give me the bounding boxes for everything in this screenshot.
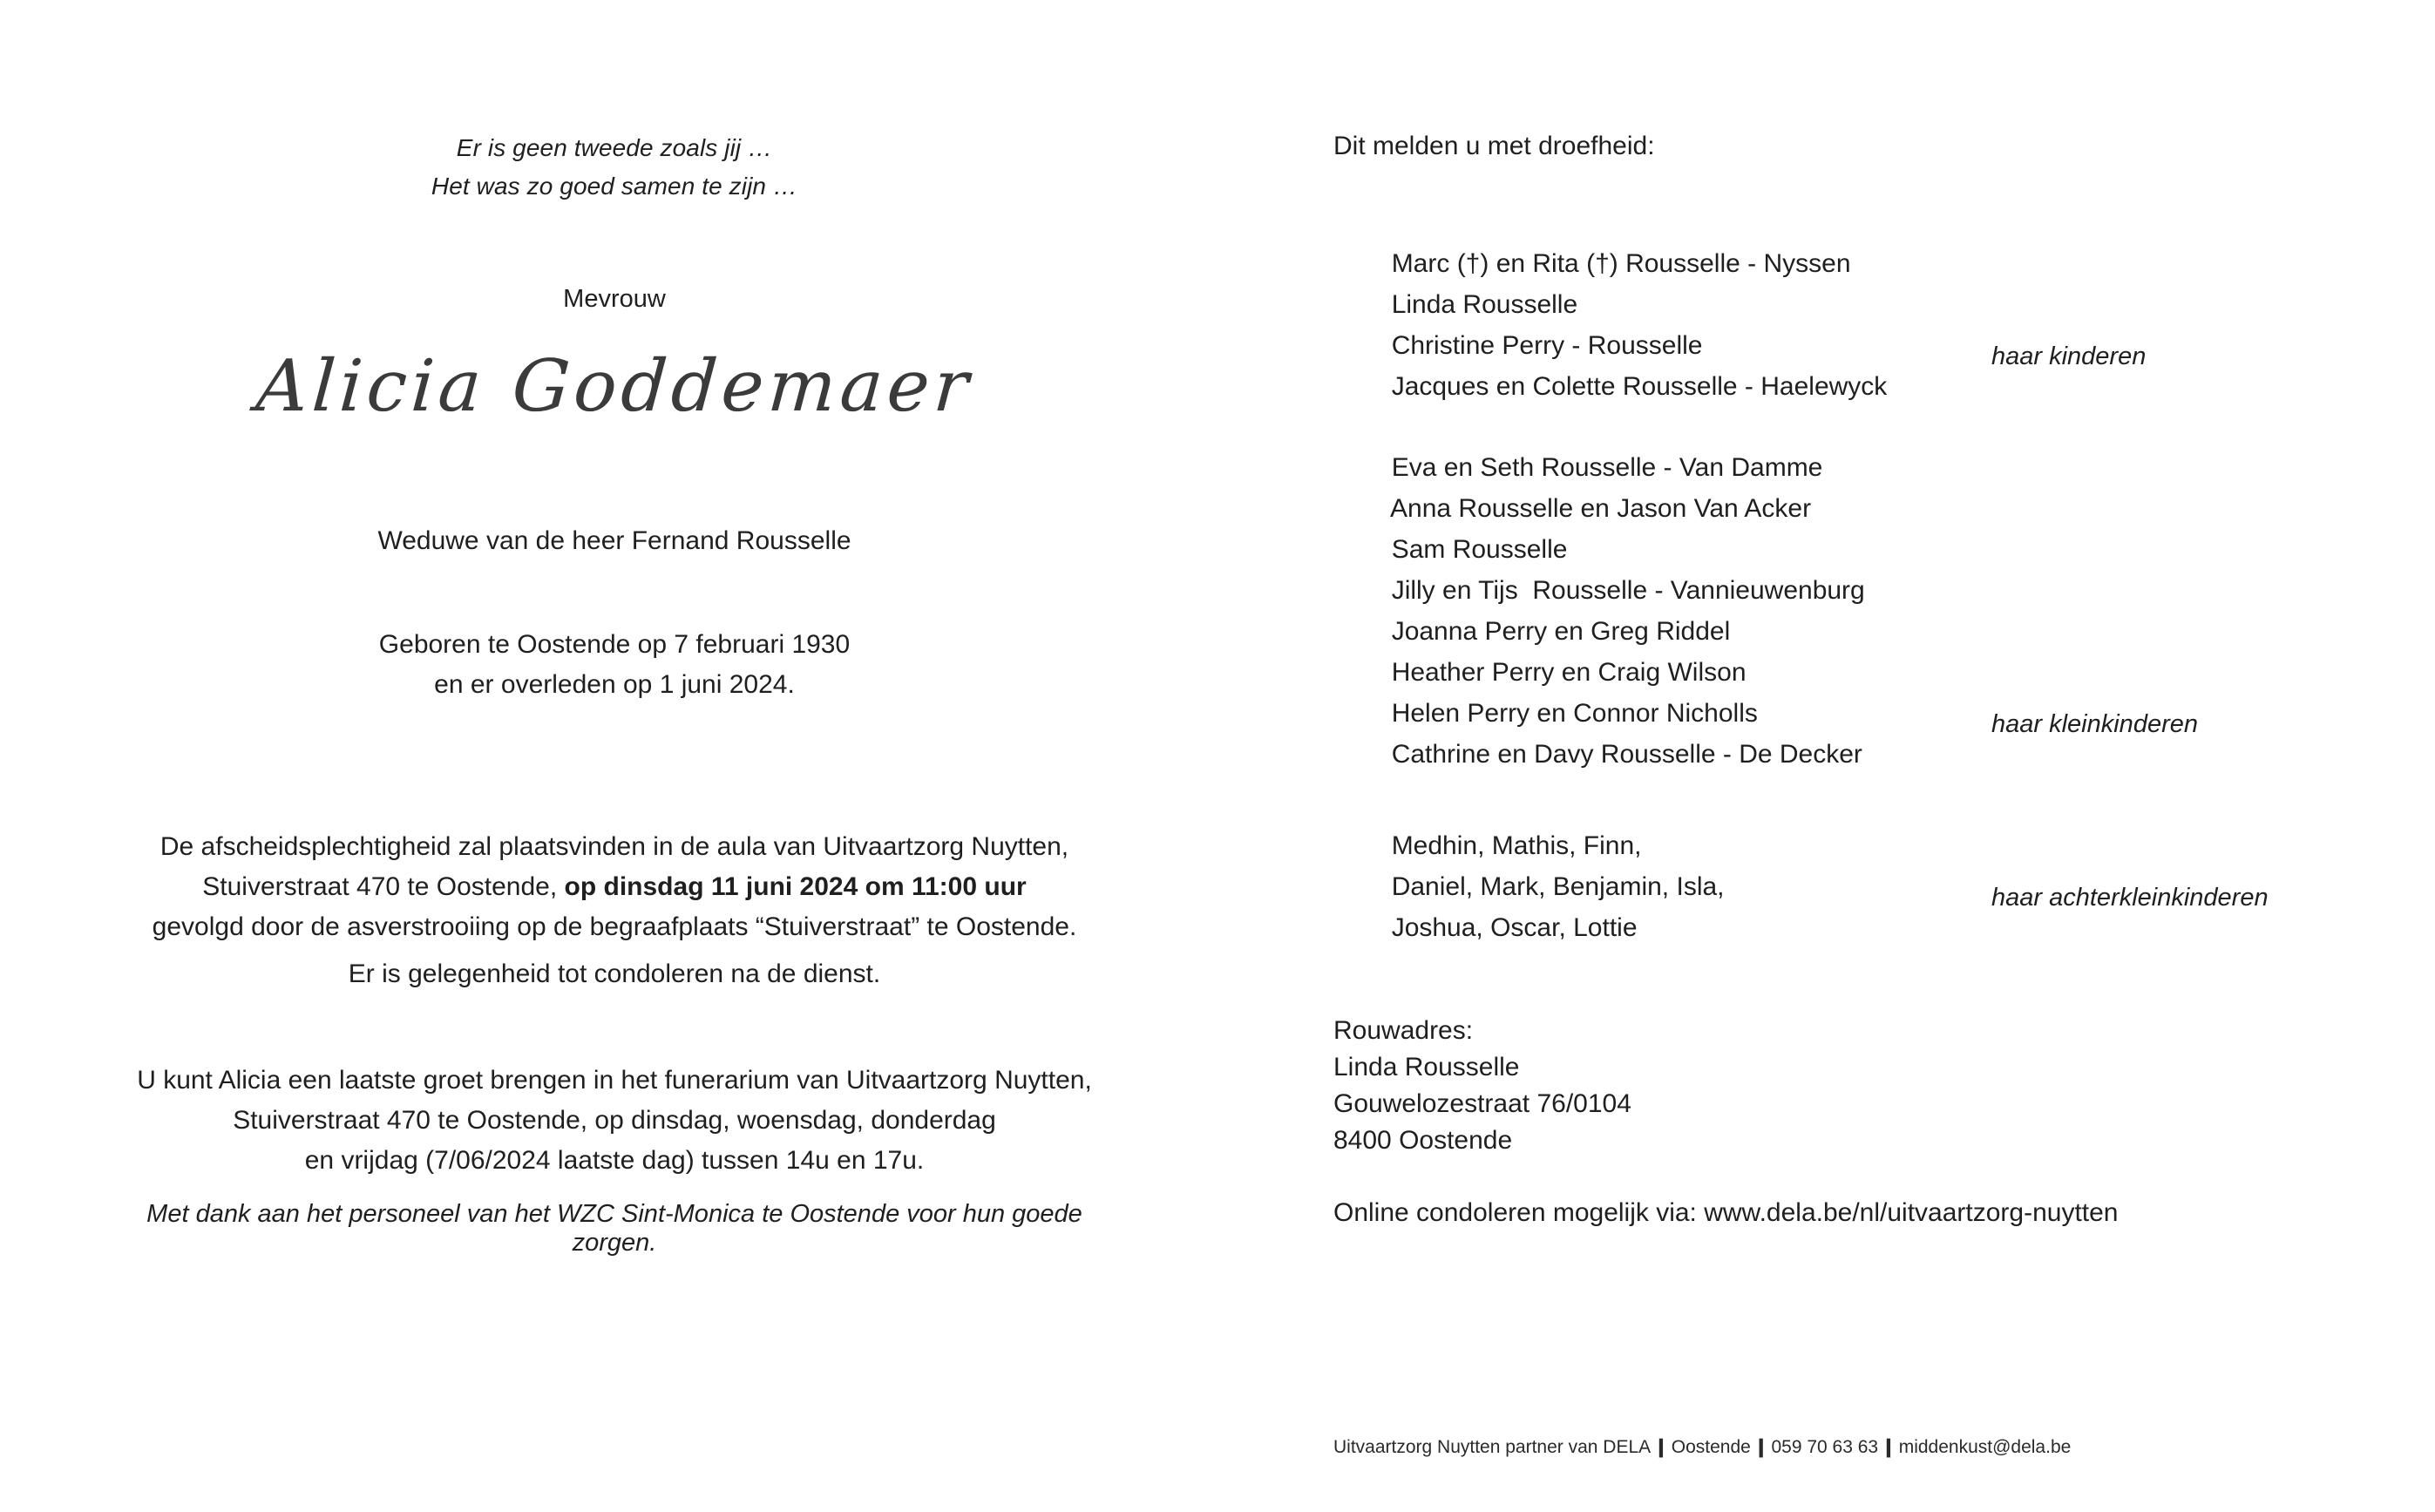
- relation-label-children: haar kinderen: [1991, 342, 2147, 370]
- list-item: [1333, 261, 2344, 319]
- death-line: en er overleden op 1 juni 2024.: [434, 670, 795, 699]
- list-item: [1333, 505, 2344, 564]
- grandchild-name: Anna Rousselle en Jason Van Acker: [1390, 494, 1812, 523]
- epigraph: [126, 129, 1102, 206]
- great-grandchild-name: Medhin, Mathis, Finn,: [1391, 831, 1642, 860]
- grandchild-name: Joanna Perry en Greg Riddel: [1391, 617, 1731, 646]
- viewing-line-3: en vrijdag (7/06/2024 laatste dag) tussen 14u en 17u.: [304, 1146, 925, 1175]
- viewing-line-2: Stuiverstraat 470 te Oostende, op dinsdag, woensdag, donderdag: [233, 1106, 996, 1135]
- list-item: [1333, 546, 2344, 605]
- grandchild-name: Helen Perry en Connor Nicholls: [1391, 699, 1758, 728]
- grandchild-name: Sam Rousselle: [1391, 535, 1568, 564]
- footer-email[interactable]: middenkust@dela.be: [1898, 1437, 2072, 1457]
- great-grandchild-name: Joshua, Oscar, Lottie: [1391, 913, 1638, 942]
- viewing-details: [126, 1061, 1102, 1181]
- list-item: [1333, 628, 2344, 687]
- epigraph-line-1: Er is geen tweede zoals jij …: [456, 134, 773, 161]
- child-name: Jacques en Colette Rousselle - Haelewyck: [1391, 372, 1888, 401]
- epigraph-line-2: Het was zo goed samen te zijn …: [431, 173, 798, 200]
- widow-line: Weduwe van de heer Fernand Rousselle: [377, 526, 851, 555]
- footer-separator-1: ❙: [1653, 1437, 1669, 1457]
- children-group: [1333, 220, 2344, 401]
- ceremony-line-2-location: Stuiverstraat 470 te Oostende,: [202, 872, 565, 901]
- ceremony-details: [126, 827, 1102, 947]
- relation-label-great-grandchildren: haar achterkleinkinderen: [1991, 884, 2269, 912]
- deceased-name: Alicia Goddemaer: [253, 345, 976, 428]
- footer-phone: 059 70 63 63: [1771, 1437, 1879, 1457]
- great-grandchild-name: Daniel, Mark, Benjamin, Isla,: [1391, 872, 1725, 901]
- list-item: [1333, 710, 2344, 769]
- footer-separator-2: ❙: [1753, 1437, 1769, 1457]
- list-item: [1333, 802, 2344, 860]
- mourning-address-city: 8400 Oostende: [1333, 1126, 1513, 1155]
- list-item: [1333, 884, 2344, 942]
- online-condolence-line[interactable]: Online condoleren mogelijk via: www.dela.be/nl/uitvaartzorg-nuytten: [1333, 1198, 2119, 1227]
- condolence-note: Er is gelegenheid tot condoleren na de dienst.: [348, 959, 881, 988]
- grandchild-name: Eva en Seth Rousselle - Van Damme: [1391, 453, 1823, 482]
- ceremony-datetime: op dinsdag 11 juni 2024 om 11:00 uur: [564, 872, 1027, 901]
- list-item: [1333, 424, 2344, 482]
- birth-death-block: [126, 625, 1102, 705]
- footer: [1333, 1436, 2071, 1458]
- ceremony-line-1: De afscheidsplechtigheid zal plaatsvinden in de aula van Uitvaartzorg Nuytten,: [159, 832, 1069, 861]
- grandchild-name: Cathrine en Davy Rousselle - De Decker: [1391, 740, 1862, 769]
- relation-label-grandchildren: haar kleinkinderen: [1991, 710, 2198, 738]
- thanks-note: Met dank aan het personeel van het WZC Sint-Monica te Oostende voor hun goede zorgen.: [146, 1200, 1082, 1257]
- salutation: Mevrouw: [563, 285, 666, 313]
- list-item: [1333, 587, 2344, 646]
- footer-company: Uitvaartzorg Nuytten partner van DELA: [1333, 1437, 1652, 1457]
- list-item: [1333, 342, 2344, 401]
- grandchild-name: Jilly en Tijs Rousselle - Vannieuwenburg: [1391, 576, 1865, 605]
- announcement-intro: Dit melden u met droefheid:: [1333, 132, 1655, 160]
- grandchild-name: Heather Perry en Craig Wilson: [1391, 658, 1747, 687]
- child-name: Christine Perry - Rousselle: [1391, 331, 1703, 360]
- viewing-line-1: U kunt Alicia een laatste groet brengen in het funerarium van Uitvaartzorg Nuytten,: [137, 1066, 1092, 1095]
- child-name: Marc (†) en Rita (†) Rousselle - Nyssen: [1391, 249, 1851, 278]
- mourning-address-street: Gouwelozestraat 76/0104: [1333, 1089, 1631, 1118]
- list-item: [1333, 220, 2344, 278]
- birth-line: Geboren te Oostende op 7 februari 1930: [378, 630, 851, 659]
- footer-separator-3: ❙: [1881, 1437, 1896, 1457]
- list-item: [1333, 464, 2344, 523]
- ceremony-line-3: gevolgd door de asverstrooiing op de begraafplaats “Stuiverstraat” te Oostende.: [152, 912, 1077, 941]
- ceremony-line-2: [126, 867, 1102, 907]
- mourning-address: [1333, 1013, 1631, 1159]
- great-grandchildren-group: [1333, 802, 2344, 942]
- grandchildren-group: [1333, 424, 2344, 769]
- mourning-address-name: Linda Rousselle: [1333, 1053, 1520, 1081]
- child-name: Linda Rousselle: [1391, 290, 1578, 319]
- footer-city: Oostende: [1671, 1437, 1751, 1457]
- mourning-address-label: Rouwadres:: [1333, 1016, 1474, 1045]
